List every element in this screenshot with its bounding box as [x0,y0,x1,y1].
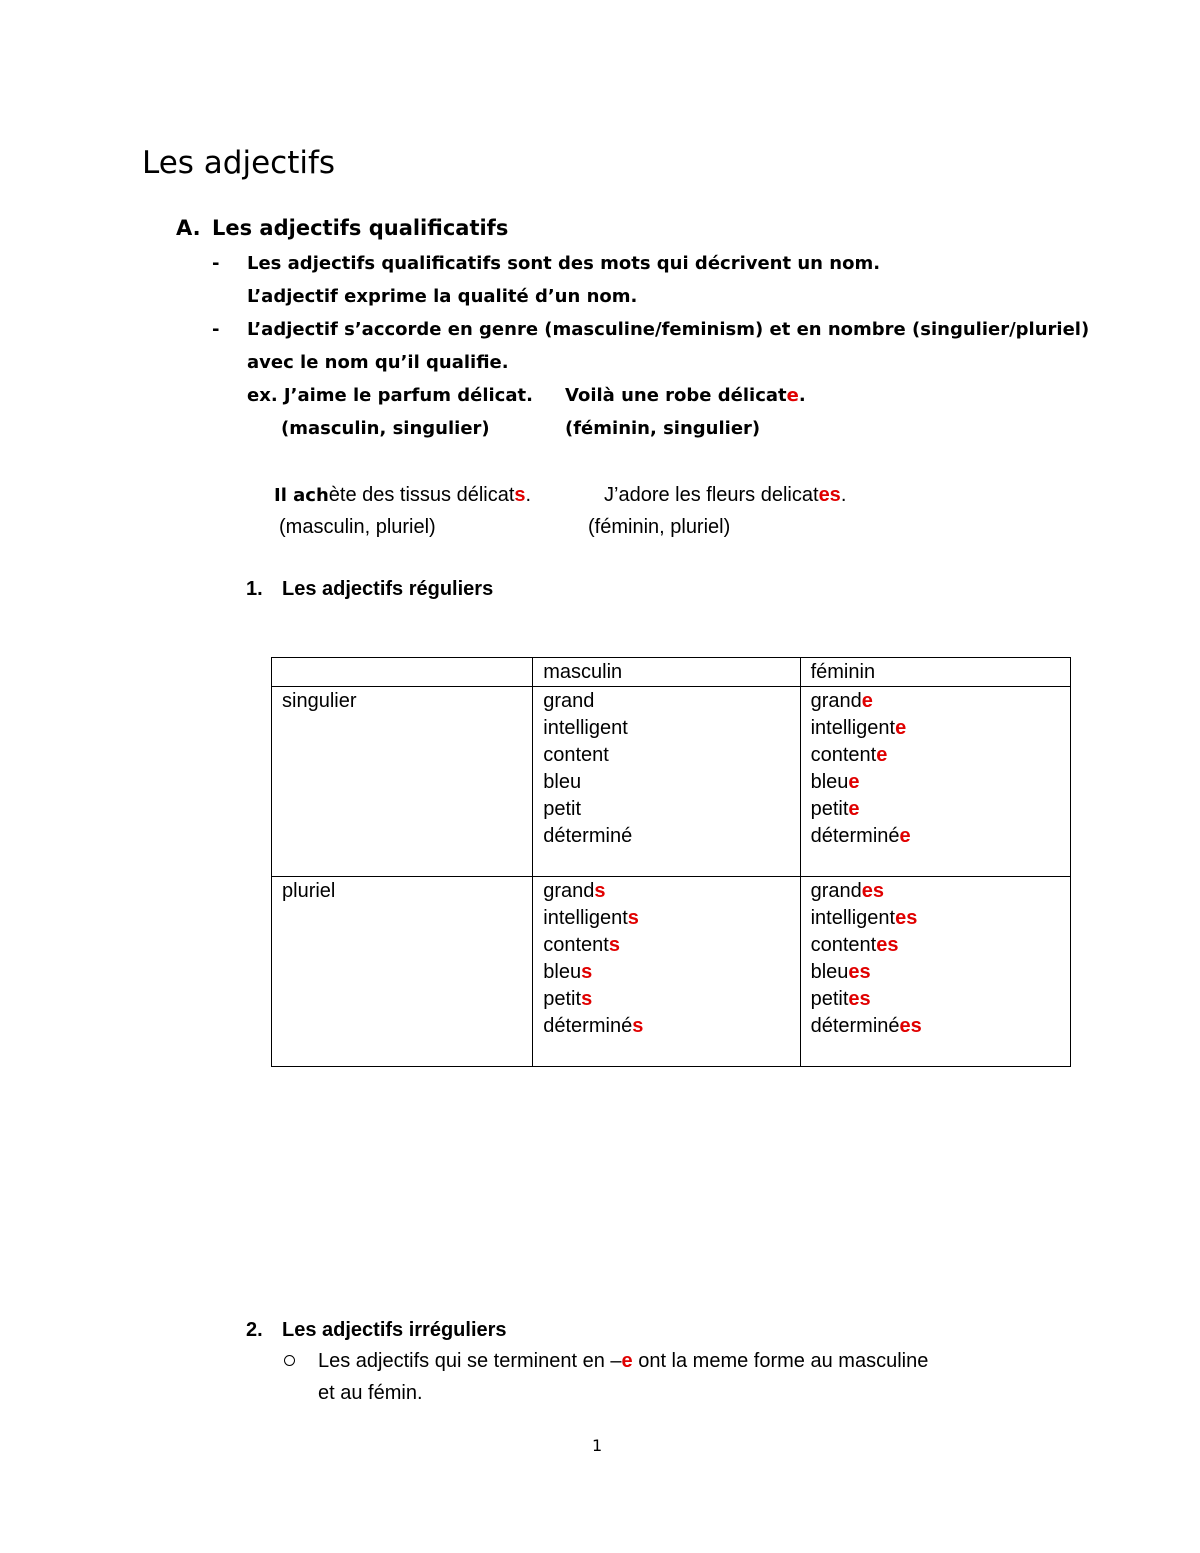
ending-highlight: es [861,880,884,902]
ending-highlight: s [594,880,606,902]
page-number: 1 [592,1436,603,1455]
table-cell [533,877,800,1067]
bullet-dash: - [212,253,220,274]
ending-highlight: es [818,484,841,506]
section-a-letter: A. [176,216,201,240]
adjective-form: contente [810,744,888,766]
ending-highlight: es [876,934,899,956]
ending-highlight: s [514,484,526,506]
ending-highlight: es [895,907,918,929]
example-1: ex. J’aime le parfum délicat. [247,385,533,406]
table-cell [800,877,1070,1067]
adjective-form: bleu [543,771,582,793]
section-1-title: Les adjectifs réguliers [282,578,494,600]
example-4-note: (féminin, pluriel) [588,516,731,538]
table-header-cell: masculin [533,658,800,687]
adjective-form: bleues [810,961,871,983]
ending-highlight: e [621,1350,633,1372]
section-a-title: Les adjectifs qualificatifs [212,216,509,240]
ending-highlight: es [899,1015,922,1037]
adjective-form: déterminés [543,1015,644,1037]
adjective-form: petits [543,988,593,1010]
ending-highlight: e [848,771,860,793]
ending-highlight: e [895,717,907,739]
ending-highlight: es [848,961,871,983]
adjective-form: intelligent [543,717,628,739]
regular-adjectives-table [271,657,1071,1067]
ending-highlight: e [861,690,873,712]
adjective-form: petit [543,798,582,820]
adjective-form: intelligents [543,907,639,929]
bullet2-line2: avec le nom qu’il qualifie. [247,352,509,373]
adjective-form: intelligentes [810,907,918,929]
adjective-form: grand [543,690,595,712]
ending-highlight: s [608,934,620,956]
bullet-dash: - [212,319,220,340]
page-title: Les adjectifs [142,145,336,181]
ending-highlight: s [581,988,593,1010]
ending-highlight: s [632,1015,644,1037]
ending-highlight: es [848,988,871,1010]
row-label: singulier [272,687,533,877]
ending-highlight: s [627,907,639,929]
ending-highlight: s [581,961,593,983]
section-1-number: 1. [246,578,263,600]
example-2-note: (féminin, singulier) [565,418,761,439]
adjective-form: déterminé [543,825,633,847]
table-cell [533,687,800,877]
adjective-form: déterminées [810,1015,922,1037]
adjective-form: content [543,744,609,766]
adjective-form: petite [810,798,860,820]
example-3-note: (masculin, pluriel) [279,516,436,538]
adjective-form: grandes [810,880,884,902]
ending-highlight: e [899,825,911,847]
adjective-form: grande [810,690,873,712]
bullet1-line2: L’adjectif exprime la qualité d’un nom. [247,286,638,307]
ending-highlight: e [786,385,799,406]
table-header-cell [272,658,533,687]
table-cell [800,687,1070,877]
example-4: J’adore les fleurs delicates. [604,484,847,506]
section-2-number: 2. [246,1319,263,1341]
ending-highlight: e [876,744,888,766]
adjective-form: intelligente [810,717,907,739]
bullet2-line1: L’adjectif s’accorde en genre (masculine/feminism) et en nombre (singulier/pluriel) [247,319,1090,340]
example-2: Voilà une robe délicate. [565,385,806,406]
section-2-bullet-line2: et au fémin. [318,1382,423,1404]
ending-highlight: e [848,798,860,820]
example-3: Il achète des tissus délicats. [274,484,532,506]
bullet1-line1: Les adjectifs qualificatifs sont des mots qui décrivent un nom. [247,253,881,274]
table-row [272,877,1071,1067]
table-header-cell: féminin [800,658,1070,687]
adjective-form: contents [543,934,620,956]
adjective-form: bleue [810,771,860,793]
adjective-form: déterminée [810,825,911,847]
section-2-title: Les adjectifs irréguliers [282,1319,507,1341]
adjective-form: grands [543,880,606,902]
table-row [272,687,1071,877]
example-1-note: (masculin, singulier) [281,418,490,439]
row-label: pluriel [272,877,533,1067]
table-header-row [272,658,1071,687]
section-2-bullet-line1: Les adjectifs qui se terminent en –e ont la meme forme au masculine [318,1350,929,1372]
adjective-form: petites [810,988,871,1010]
adjective-form: bleus [543,961,593,983]
circle-bullet-icon [284,1355,295,1366]
adjective-form: contentes [810,934,899,956]
